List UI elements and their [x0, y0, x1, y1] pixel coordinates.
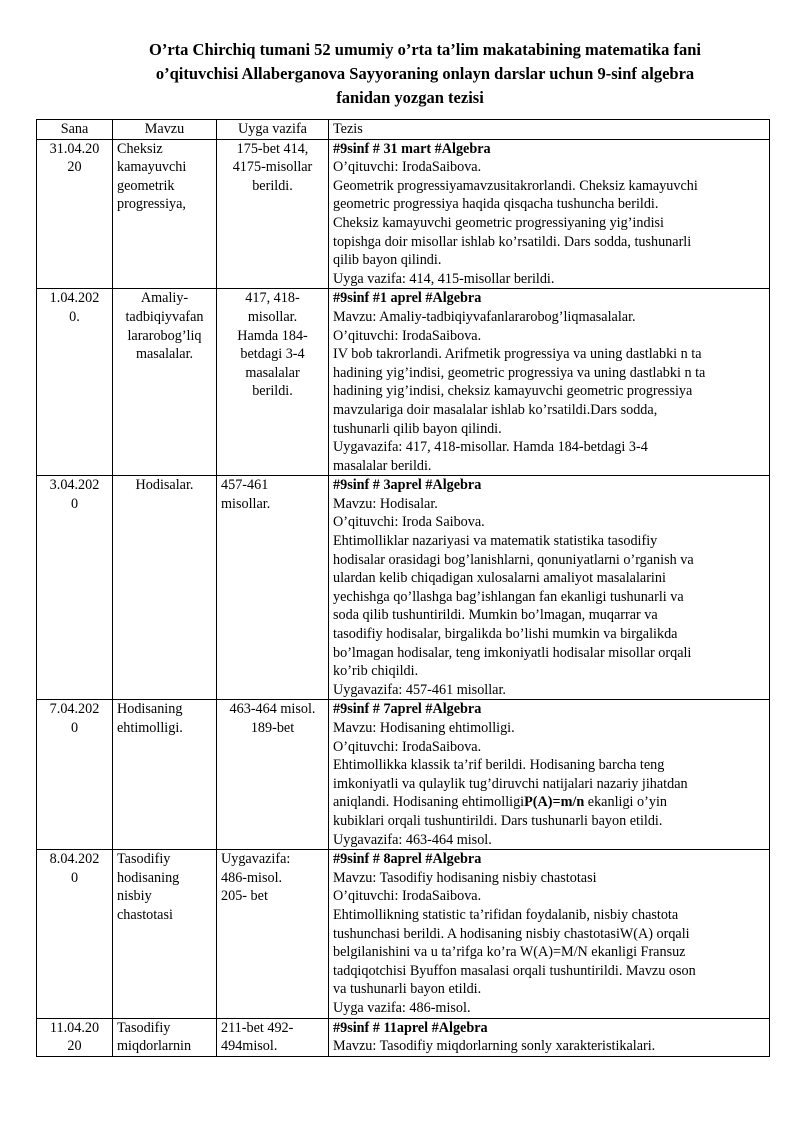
uyga-line: 4175-misollar [232, 159, 313, 176]
uyga-line: berildi. [252, 383, 293, 400]
formula-suffix: ekanligi o’yin [584, 794, 667, 811]
header-uyga-vazifa: Uyga vazifa [217, 120, 329, 140]
sana-line: 3.04.202 [49, 477, 100, 494]
mavzu-line: Hodisaning [117, 701, 183, 718]
cell-tezis [329, 476, 770, 700]
tezis-line: Cheksiz kamayuvchi geometric progressiyaning yig’indisi [333, 214, 664, 231]
uyga-line: Uygavazifa: [221, 851, 291, 868]
uyga-line: Hamda 184- [237, 327, 308, 344]
document-title [60, 38, 760, 110]
tezis-line: O’qituvchi: IrodaSaibova. [333, 738, 482, 755]
cell-tezis [329, 700, 770, 850]
table-row [37, 1018, 770, 1056]
uyga-line: betdagi 3-4 [240, 346, 305, 363]
uyga-line: 189-bet [250, 720, 295, 736]
uyga-line: 494misol. [221, 1038, 278, 1055]
mavzu-line: ehtimolligi. [117, 720, 183, 736]
mavzu-line: Cheksiz [117, 140, 163, 157]
table-header-row [37, 120, 770, 140]
table-row [37, 700, 770, 850]
title-line-1: O’rta Chirchiq tumani 52 umumiy o’rta ta’lim makatabining matematika fani [149, 40, 701, 59]
uyga-line: 486-misol. [221, 869, 283, 886]
mavzu-line: miqdorlarnin [117, 1038, 192, 1055]
tezis-line: ulardan kelib chiqadigan xulosalarni amaliyot masalalarini [333, 570, 666, 587]
header-mavzu: Mavzu [113, 120, 217, 140]
tezis-line: Ehtimolliklar nazariyasi va matematik statistika tasodifiy [333, 533, 658, 550]
tezis-line: O’qituvchi: IrodaSaibova. [333, 327, 482, 344]
mavzu-line: Hodisalar. [135, 477, 194, 494]
tezis-line: belgilanishini va u ta’rifga ko’ra W(A)=M/N ekanligi Fransuz [333, 944, 686, 961]
tezis-line: Uygavazifa: 457-461 misollar. [333, 681, 506, 698]
tezis-line: Ehtimollikning statistic ta’rifidan foydalanib, nisbiy chastota [333, 906, 679, 923]
cell-tezis [329, 1018, 770, 1056]
cell-uyga-vazifa [217, 700, 329, 850]
mavzu-line: hodisaning [117, 869, 180, 886]
sana-line: 0 [70, 495, 79, 512]
formula-prefix: aniqlandi. Hodisaning ehtimolligi [333, 794, 525, 811]
table-row [37, 850, 770, 1018]
cell-uyga-vazifa [217, 850, 329, 1018]
uyga-line: 463-464 misol. [229, 701, 316, 718]
mavzu-line: tadbiqiyvafan [125, 308, 204, 325]
cell-sana [37, 1018, 113, 1056]
sana-line: 20 [67, 1038, 82, 1055]
cell-mavzu [113, 850, 217, 1018]
tezis-line: Uygavazifa: 463-464 misol. [333, 831, 492, 848]
tezis-line: bo’lmagan hodisalar, teng imkoniyatli hodisalar misollar orqali [333, 644, 692, 661]
sana-line: 0 [70, 720, 79, 736]
mavzu-line: chastotasi [117, 906, 173, 923]
tezis-line: tadqiqotchisi Byuffon masalasi orqali tushuntirildi. Mavzu oson [333, 962, 696, 979]
sana-line: 31.04.20 [49, 140, 100, 157]
sana-line: 11.04.20 [49, 1019, 100, 1036]
cell-uyga-vazifa [217, 1018, 329, 1056]
mavzu-line: kamayuvchi [117, 159, 187, 176]
mavzu-line: Amaliy- [140, 290, 189, 307]
uyga-line: 417, 418- [245, 290, 300, 307]
tezis-line: qilib bayon qilindi. [333, 252, 442, 269]
tezis-line: Uygavazifa: 417, 418-misollar. Hamda 184-betdagi 3-4 [333, 439, 648, 456]
uyga-line: 175-bet 414, [236, 140, 309, 157]
cell-mavzu [113, 700, 217, 850]
cell-uyga-vazifa [217, 139, 329, 289]
tezis-line: IV bob takrorlandi. Arifmetik progressiya va uning dastlabki n ta [333, 346, 702, 363]
mavzu-line: masalalar. [135, 346, 194, 363]
cell-mavzu [113, 476, 217, 700]
tezis-line: Mavzu: Hodisaning ehtimolligi. [333, 720, 515, 736]
sana-line: 7.04.202 [49, 701, 100, 718]
cell-sana [37, 700, 113, 850]
uyga-line: misollar. [221, 495, 271, 512]
tezis-line: Mavzu: Amaliy-tadbiqiyvafanlararobog’liqmasalalar. [333, 308, 636, 325]
uyga-line: misollar. [247, 308, 298, 325]
tezis-line: geometric progressiya haqida qisqacha tushuncha berildi. [333, 196, 659, 213]
header-tezis: Tezis [329, 120, 770, 140]
table-row [37, 289, 770, 476]
tezis-line: tushunarli qilib bayon qilindi. [333, 420, 502, 437]
tezis-line: hadining yig’indisi, cheksiz kamayuvchi geometric progressiya [333, 383, 693, 400]
sana-line: 8.04.202 [49, 851, 100, 868]
uyga-line: 211-bet 492- [221, 1019, 294, 1036]
sana-line: 20 [67, 159, 82, 176]
title-line-2: o’qituvchisi Allaberganova Sayyoraning onlayn darslar uchun 9-sinf algebra [155, 64, 695, 83]
tezis-line: masalalar berildi. [333, 457, 432, 474]
cell-sana [37, 850, 113, 1018]
tezis-line: O’qituvchi: IrodaSaibova. [333, 159, 482, 176]
probability-formula: P(A)=m/n [524, 794, 585, 811]
mavzu-line: geometrik [117, 177, 175, 194]
tezis-heading: #9sinf # 8aprel #Algebra [333, 851, 482, 868]
cell-mavzu [113, 139, 217, 289]
header-sana: Sana [37, 120, 113, 140]
tezis-line: Uyga vazifa: 414, 415-misollar berildi. [333, 270, 555, 287]
tezis-line: mavzulariga doir masalalar ishlab ko’rsatildi.Dars sodda, [333, 401, 658, 418]
tezis-line-formula [333, 793, 765, 812]
tezis-line: yechishga qo’llashga bag’ishlangan fan ekanligi tushunarli va [333, 588, 684, 605]
tezis-line: Mavzu: Hodisalar. [333, 495, 438, 512]
tezis-line: Mavzu: Tasodifiy miqdorlarning sonly xarakteristikalari. [333, 1038, 656, 1055]
tezis-line: tushunchasi berildi. A hodisaning nisbiy chastotasiW(A) orqali [333, 925, 690, 942]
tezis-heading: #9sinf # 3aprel #Algebra [333, 477, 482, 494]
tezis-line: imkoniyatli va qulaylik tug’diruvchi natijalari nazariy jihatdan [333, 775, 688, 792]
tezis-line: Ehtimollikka klassik ta’rif berildi. Hodisaning barcha teng [333, 757, 665, 774]
cell-mavzu [113, 289, 217, 476]
cell-uyga-vazifa [217, 476, 329, 700]
uyga-line: 457-461 [221, 477, 269, 494]
mavzu-line: Tasodifiy [117, 851, 171, 868]
title-line-3: fanidan yozgan tezisi [336, 88, 484, 107]
uyga-line: 205- bet [221, 888, 268, 905]
mavzu-line: lararobog’liq [127, 327, 202, 344]
tezis-line: Mavzu: Tasodifiy hodisaning nisbiy chastotasi [333, 869, 597, 886]
tezis-line: kubiklari orqali tushuntirildi. Dars tushunarli bayon etildi. [333, 812, 663, 829]
cell-uyga-vazifa [217, 289, 329, 476]
tezis-line: topishga doir misollar ishlab ko’rsatildi. Dars sodda, tushunarli [333, 233, 692, 250]
tezis-line: hadining yig’indisi, geometric progressiya va uning dastlabki n ta [333, 364, 706, 381]
cell-sana [37, 289, 113, 476]
cell-tezis [329, 289, 770, 476]
cell-sana [37, 139, 113, 289]
tezis-heading: #9sinf # 11aprel #Algebra [333, 1019, 488, 1036]
tezis-heading: #9sinf #1 aprel #Algebra [333, 290, 482, 307]
cell-mavzu [113, 1018, 217, 1056]
mavzu-line: progressiya, [117, 196, 186, 213]
tezis-heading: #9sinf # 7aprel #Algebra [333, 701, 482, 718]
cell-tezis [329, 850, 770, 1018]
tezis-line: O’qituvchi: IrodaSaibova. [333, 888, 482, 905]
uyga-line: berildi. [252, 177, 293, 194]
tezis-line: Uyga vazifa: 486-misol. [333, 999, 471, 1016]
tezis-line: soda qilib tushuntirildi. Mumkin bo’lmagan, muqarrar va [333, 607, 658, 624]
cell-tezis [329, 139, 770, 289]
tezis-table [36, 119, 770, 1057]
uyga-line: masalalar [245, 364, 300, 381]
table-row [37, 476, 770, 700]
tezis-line: ko’rib chiqildi. [333, 663, 419, 680]
sana-line: 0. [69, 308, 80, 325]
table-row [37, 139, 770, 289]
tezis-line: va tushunarli bayon etildi. [333, 981, 482, 998]
cell-sana [37, 476, 113, 700]
tezis-line: O’qituvchi: Iroda Saibova. [333, 514, 485, 531]
sana-line: 0 [70, 869, 79, 886]
tezis-heading: #9sinf # 31 mart #Algebra [333, 140, 491, 157]
tezis-line: Geometrik progressiyamavzusitakrorlandi. Cheksiz kamayuvchi [333, 177, 698, 194]
mavzu-line: nisbiy [117, 888, 152, 905]
sana-line: 1.04.202 [49, 290, 100, 307]
tezis-line: hodisalar orasidagi bog’lanishlarni, qonuniyatlarni o’rganish va [333, 551, 694, 568]
mavzu-line: Tasodifiy [117, 1019, 171, 1036]
tezis-line: tasodifiy hodisalar, birgalikda bo’lishi mumkin va birgalikda [333, 626, 678, 643]
